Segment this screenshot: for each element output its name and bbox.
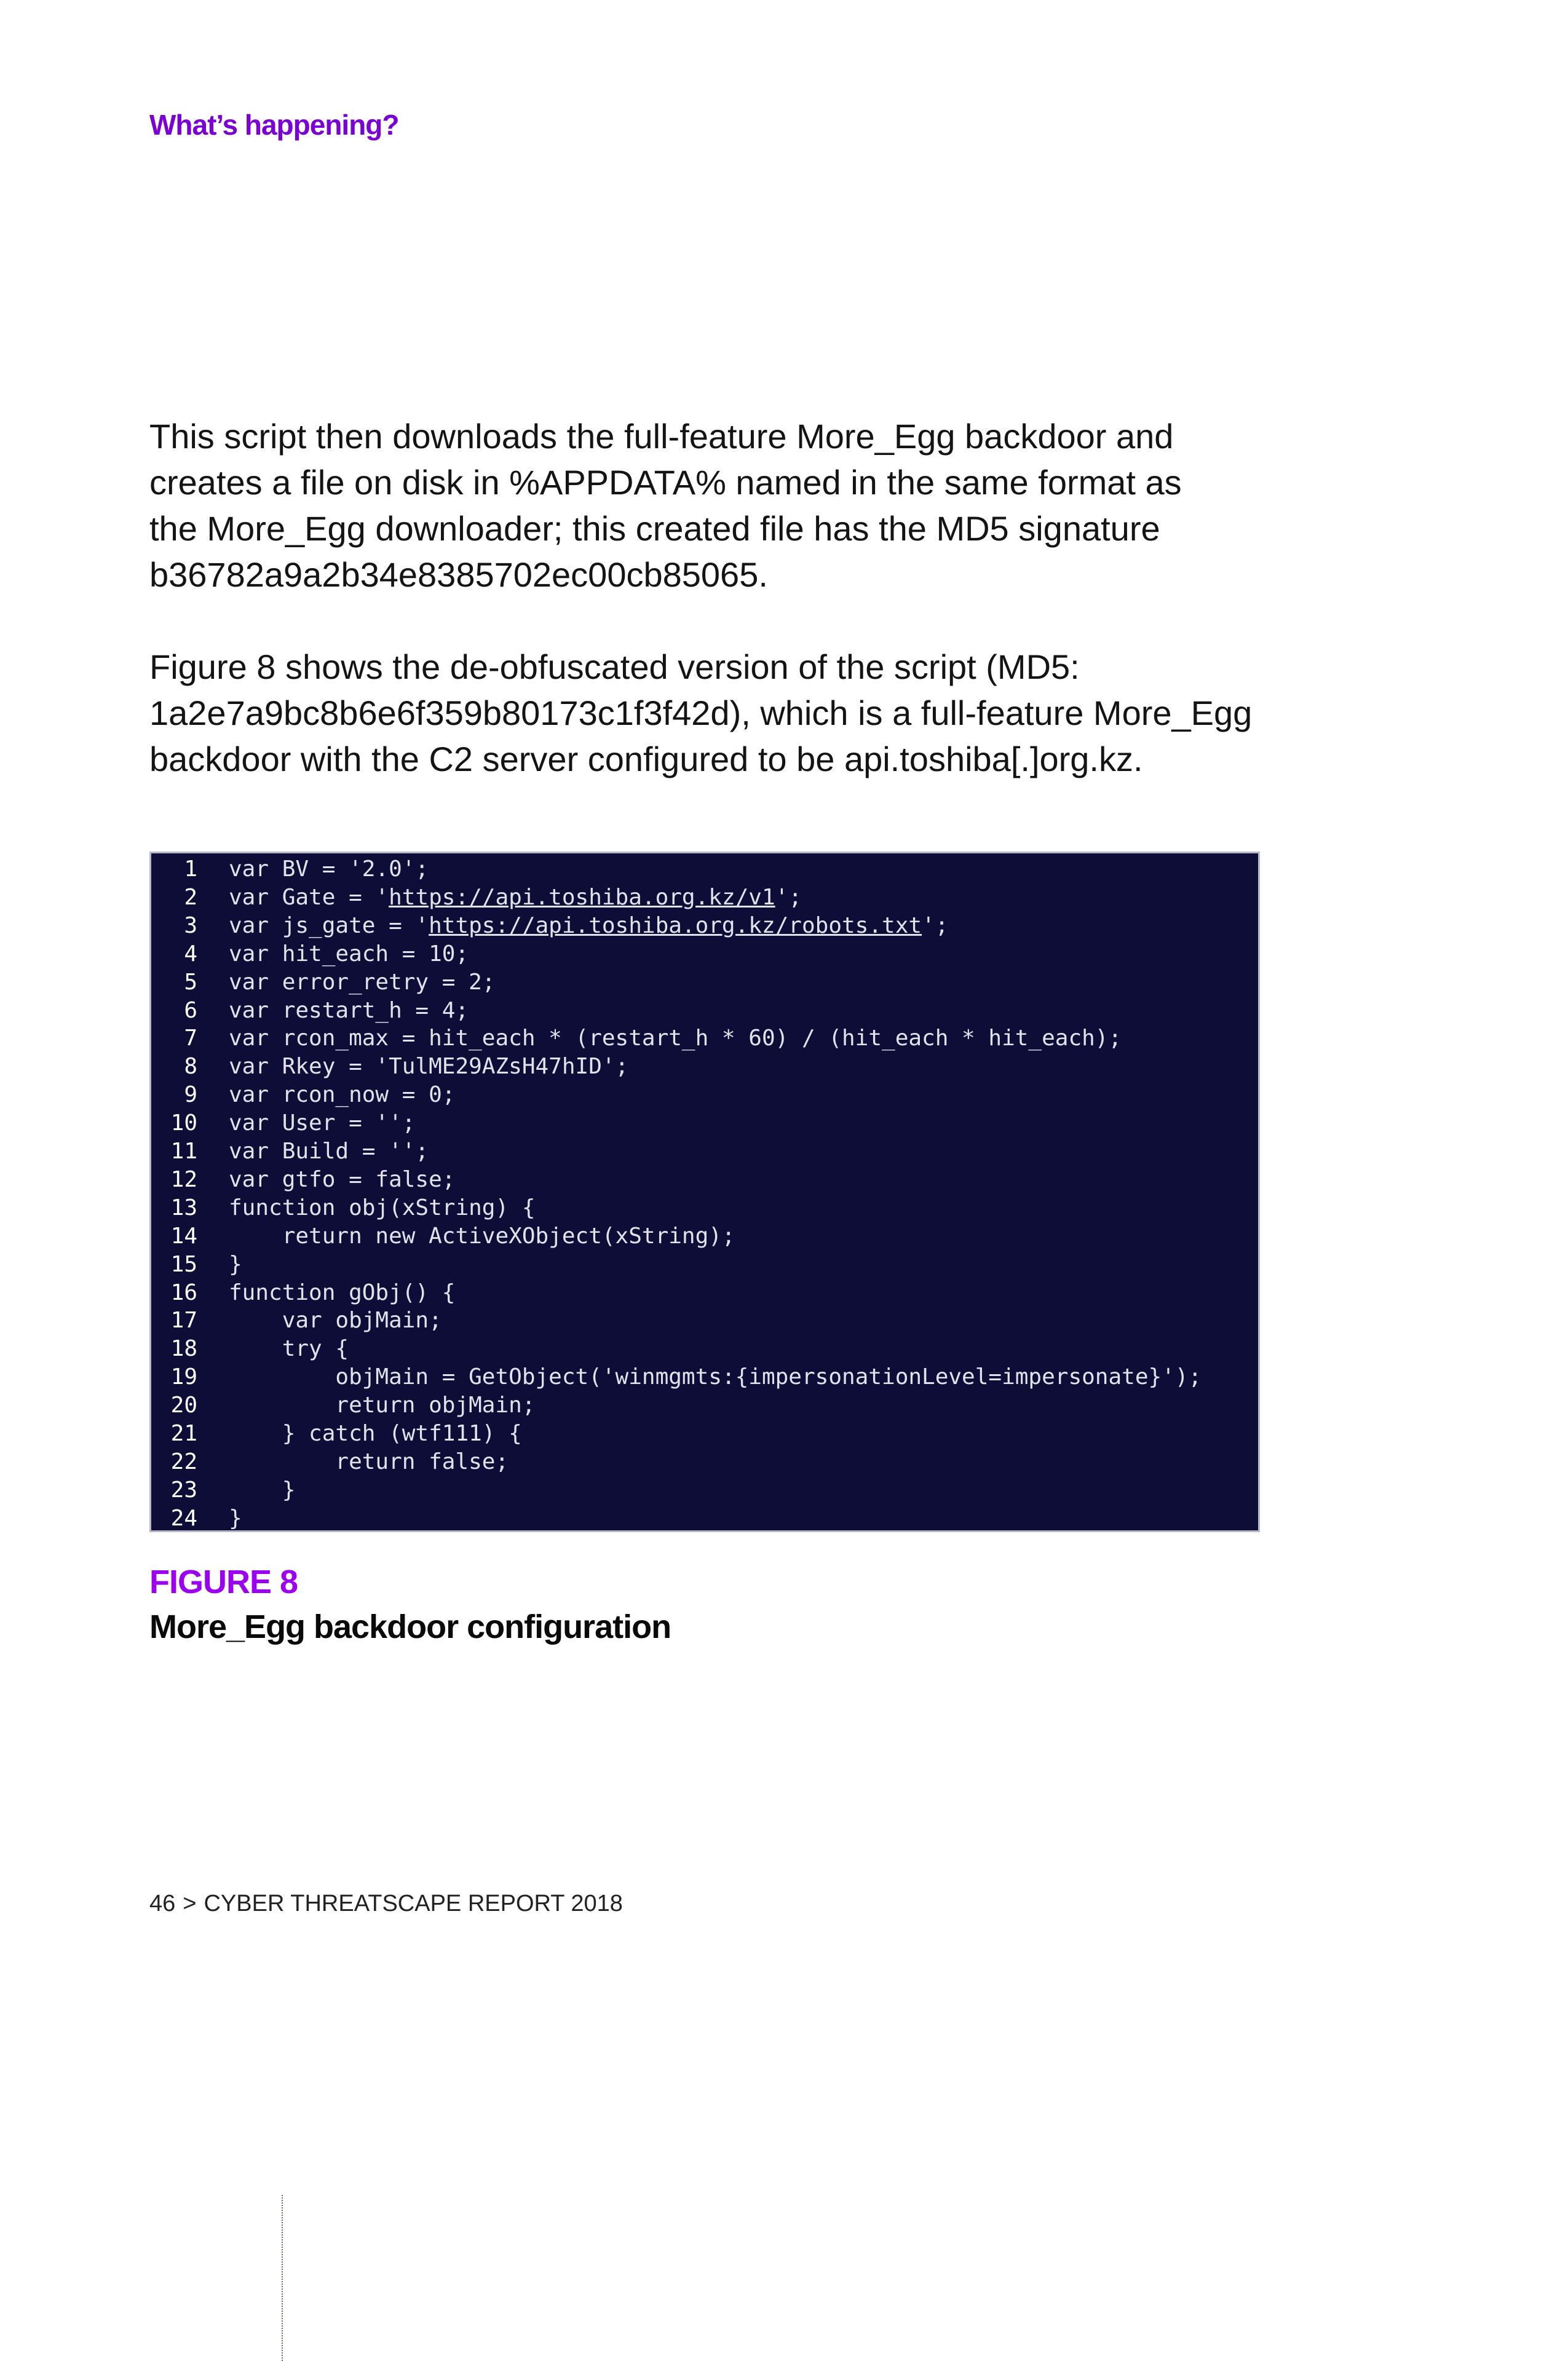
paragraph-line: the More_Egg downloader; this created file has the MD5 signature [149, 509, 1160, 548]
code-line [151, 1363, 1258, 1391]
code-text [229, 1307, 442, 1335]
code-segment: var rcon_now = 0; [229, 1082, 456, 1108]
code-line [151, 1391, 1258, 1420]
line-number: 3 [184, 912, 197, 938]
line-number: 18 [170, 1336, 197, 1362]
code-text [229, 1166, 455, 1194]
code-line [151, 1476, 1258, 1505]
paragraph-line: creates a file on disk in %APPDATA% named in the same format as [149, 463, 1182, 502]
url-link: https://api.toshiba.org.kz/robots.txt [429, 912, 922, 938]
code-line [151, 997, 1258, 1025]
code-text [229, 1194, 536, 1222]
line-number: 6 [184, 997, 197, 1023]
code-line [151, 912, 1258, 940]
figure-number: FIGURE 8 [149, 1564, 298, 1600]
code-segment: var restart_h = 4; [229, 997, 469, 1023]
paragraph-line: backdoor with the C2 server configured to be api.toshiba[.]org.kz. [149, 740, 1143, 778]
code-text [229, 997, 469, 1025]
code-line [151, 1222, 1258, 1251]
code-line [151, 1053, 1258, 1081]
code-text [229, 1053, 628, 1081]
indent-guide [282, 2195, 283, 2361]
code-line [151, 1194, 1258, 1222]
line-number: 1 [184, 856, 197, 882]
code-segment: var error_retry = 2; [229, 969, 496, 995]
code-segment: var gtfo = false; [229, 1166, 456, 1192]
page-number: 46 [149, 1891, 176, 1916]
section-label: What’s happening? [149, 109, 399, 141]
code-segment: var BV = '2.0'; [229, 856, 429, 882]
code-segment: return objMain; [229, 1393, 536, 1418]
code-line [151, 855, 1258, 884]
code-segment: '; [775, 884, 802, 910]
code-segment: var objMain; [229, 1308, 442, 1334]
code-text [229, 1279, 455, 1307]
code-segment: function gObj() { [229, 1279, 456, 1305]
line-number: 8 [184, 1054, 197, 1080]
code-line [151, 1251, 1258, 1279]
code-segment: } [229, 1477, 296, 1503]
code-line [151, 968, 1258, 997]
line-number: 9 [184, 1082, 197, 1108]
line-number: 23 [170, 1477, 197, 1503]
code-line [151, 1166, 1258, 1194]
code-text [229, 968, 495, 997]
figure-title: More_Egg backdoor configuration [149, 1608, 671, 1645]
paragraph-line: Figure 8 shows the de-obfuscated version of the script (MD5: [149, 647, 1080, 686]
code-text [229, 1363, 1202, 1391]
code-segment: var hit_each = 10; [229, 941, 469, 967]
line-number: 16 [170, 1279, 197, 1305]
code-line [151, 884, 1258, 912]
code-line [151, 1137, 1258, 1166]
code-text [229, 1420, 522, 1448]
code-text [229, 1476, 295, 1505]
code-text [229, 1391, 536, 1420]
line-number: 22 [170, 1449, 197, 1474]
code-text [229, 940, 469, 968]
code-text [229, 1222, 735, 1251]
code-line [151, 940, 1258, 968]
body-paragraph [149, 644, 1318, 782]
code-segment: } [229, 1505, 242, 1531]
code-segment: var Gate = ' [229, 884, 389, 910]
code-line [151, 1335, 1258, 1363]
code-line [151, 1279, 1258, 1307]
line-number: 17 [170, 1308, 197, 1334]
code-text [229, 1024, 1122, 1053]
code-segment: var User = ''; [229, 1110, 416, 1136]
line-number: 24 [170, 1505, 197, 1531]
line-number: 13 [170, 1195, 197, 1220]
code-segment: var Build = ''; [229, 1139, 429, 1164]
paragraph-line: This script then downloads the full-feature More_Egg backdoor and [149, 417, 1174, 456]
code-segment: function obj(xString) { [229, 1195, 536, 1220]
code-text [229, 1448, 509, 1476]
code-segment: var rcon_max = hit_each * (restart_h * 60) / (hit_each * hit_each); [229, 1026, 1122, 1051]
code-segment: var js_gate = ' [229, 912, 429, 938]
code-segment: } [229, 1251, 242, 1277]
code-text [229, 855, 429, 884]
line-number: 21 [170, 1421, 197, 1446]
code-segment: return false; [229, 1449, 509, 1474]
code-text [229, 1251, 242, 1279]
code-line [151, 1307, 1258, 1335]
code-segment: } catch (wtf111) { [229, 1421, 522, 1446]
code-text [229, 912, 948, 940]
code-screenshot [149, 852, 1260, 1532]
url-link: https://api.toshiba.org.kz/v1 [389, 884, 775, 910]
footer-separator: > [183, 1891, 197, 1916]
code-text [229, 884, 802, 912]
code-text [229, 1109, 415, 1137]
page-footer [149, 1891, 623, 1917]
line-number: 19 [170, 1364, 197, 1390]
code-text [229, 1505, 242, 1533]
paragraph-line: 1a2e7a9bc8b6e6f359b80173c1f3f42d), which is a full-feature More_Egg [149, 694, 1253, 732]
line-number: 12 [170, 1166, 197, 1192]
code-text [229, 1137, 429, 1166]
body-paragraph [149, 413, 1318, 598]
line-number: 4 [184, 941, 197, 967]
code-segment: objMain = GetObject('winmgmts:{impersonationLevel=impersonate}'); [229, 1364, 1202, 1390]
line-number: 14 [170, 1223, 197, 1249]
code-text [229, 1081, 455, 1109]
line-number: 7 [184, 1026, 197, 1051]
line-number: 10 [170, 1110, 197, 1136]
line-number: 5 [184, 969, 197, 995]
code-line [151, 1109, 1258, 1137]
line-number: 15 [170, 1251, 197, 1277]
code-line [151, 1081, 1258, 1109]
line-number: 20 [170, 1393, 197, 1418]
report-title: CYBER THREATSCAPE REPORT 2018 [204, 1891, 623, 1916]
code-segment: return new ActiveXObject(xString); [229, 1223, 735, 1249]
code-line [151, 1448, 1258, 1476]
code-line [151, 1420, 1258, 1448]
code-text [229, 1335, 349, 1363]
code-segment: var Rkey = 'TulME29AZsH47hID'; [229, 1054, 629, 1080]
paragraph-line: b36782a9a2b34e8385702ec00cb85065. [149, 555, 768, 594]
code-segment: '; [922, 912, 949, 938]
code-line [151, 1024, 1258, 1053]
line-number: 2 [184, 884, 197, 910]
line-number: 11 [170, 1139, 197, 1164]
code-line [151, 1505, 1258, 1533]
code-segment: try { [229, 1336, 349, 1362]
